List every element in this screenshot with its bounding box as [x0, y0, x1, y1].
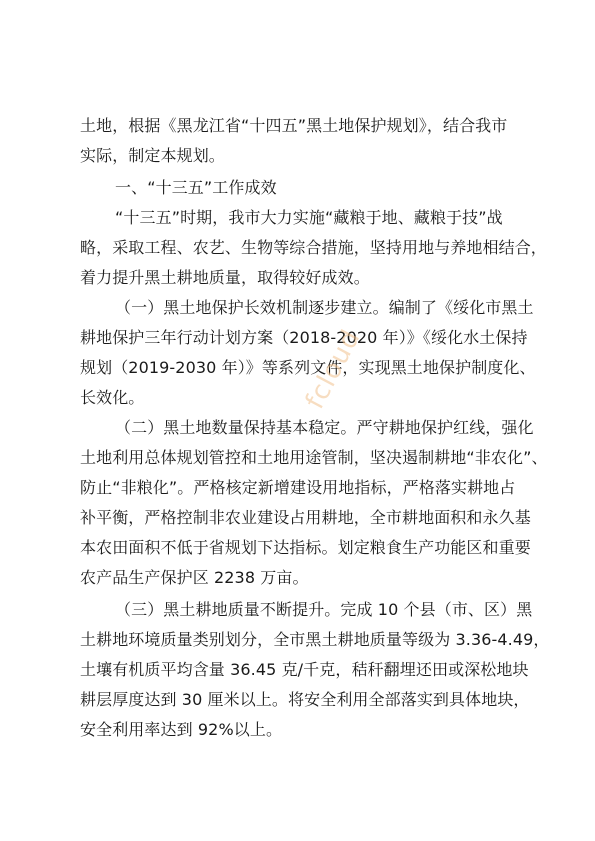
text-line-4: “十三五”时期，我市大力实施“藏粮于地、藏粮于技”战 [115, 208, 503, 227]
text-line-15: 本农田面积不低于省规划下达指标。划定粮食生产功能区和重要 [80, 538, 531, 557]
text-line-21: 安全利用率达到 92%以上。 [80, 720, 283, 739]
text-line-13: 防止“非粮化”。严格核定新增建设用地指标，严格落实耕地占 [80, 478, 516, 497]
text-line-12: 土地利用总体规划管控和土地用途管制，坚决遏制耕地“非农化”、 [80, 448, 548, 467]
text-line-18: 土耕地环境质量类别划分，全市黑土耕地质量等级为 3.36-4.49， [80, 630, 550, 649]
text-line-11: （二）黑土地数量保持基本稳定。严守耕地保护红线，强化 [115, 418, 534, 437]
text-line-17: （三）黑土耕地质量不断提升。完成 10 个县（市、区）黑 [115, 600, 533, 619]
text-line-10: 长效化。 [80, 388, 145, 407]
text-line-7: （一）黑土地保护长效机制逐步建立。编制了《绥化市黑土 [115, 298, 534, 317]
text-line-1: 土地，根据《黑龙江省“十四五”黑土地保护规划》，结合我市 [80, 116, 508, 135]
text-line-9: 规划（2019-2030 年）》等系列文件，实现黑土地保护制度化、 [80, 358, 536, 377]
watermark: fcloud [300, 324, 367, 415]
section-heading: 一、“十三五”工作成效 [115, 178, 277, 197]
text-line-14: 补平衡，严格控制非农业建设占用耕地，全市耕地面积和永久基 [80, 508, 531, 527]
text-line-2: 实际，制定本规划。 [80, 146, 225, 165]
text-line-6: 着力提升黑土耕地质量，取得较好成效。 [80, 268, 370, 287]
text-line-16: 农产品生产保护区 2238 万亩。 [80, 568, 309, 587]
text-line-19: 土壤有机质平均含量 36.45 克/千克，秸秆翻埋还田或深松地块 [80, 660, 529, 679]
text-line-5: 略，采取工程、农艺、生物等综合措施，坚持用地与养地相结合， [80, 238, 547, 257]
text-line-20: 耕层厚度达到 30 厘米以上。将安全利用全部落实到具体地块， [80, 690, 530, 709]
text-line-8: 耕地保护三年行动计划方案（2018-2020 年）》《绥化水土保持 [80, 328, 528, 347]
